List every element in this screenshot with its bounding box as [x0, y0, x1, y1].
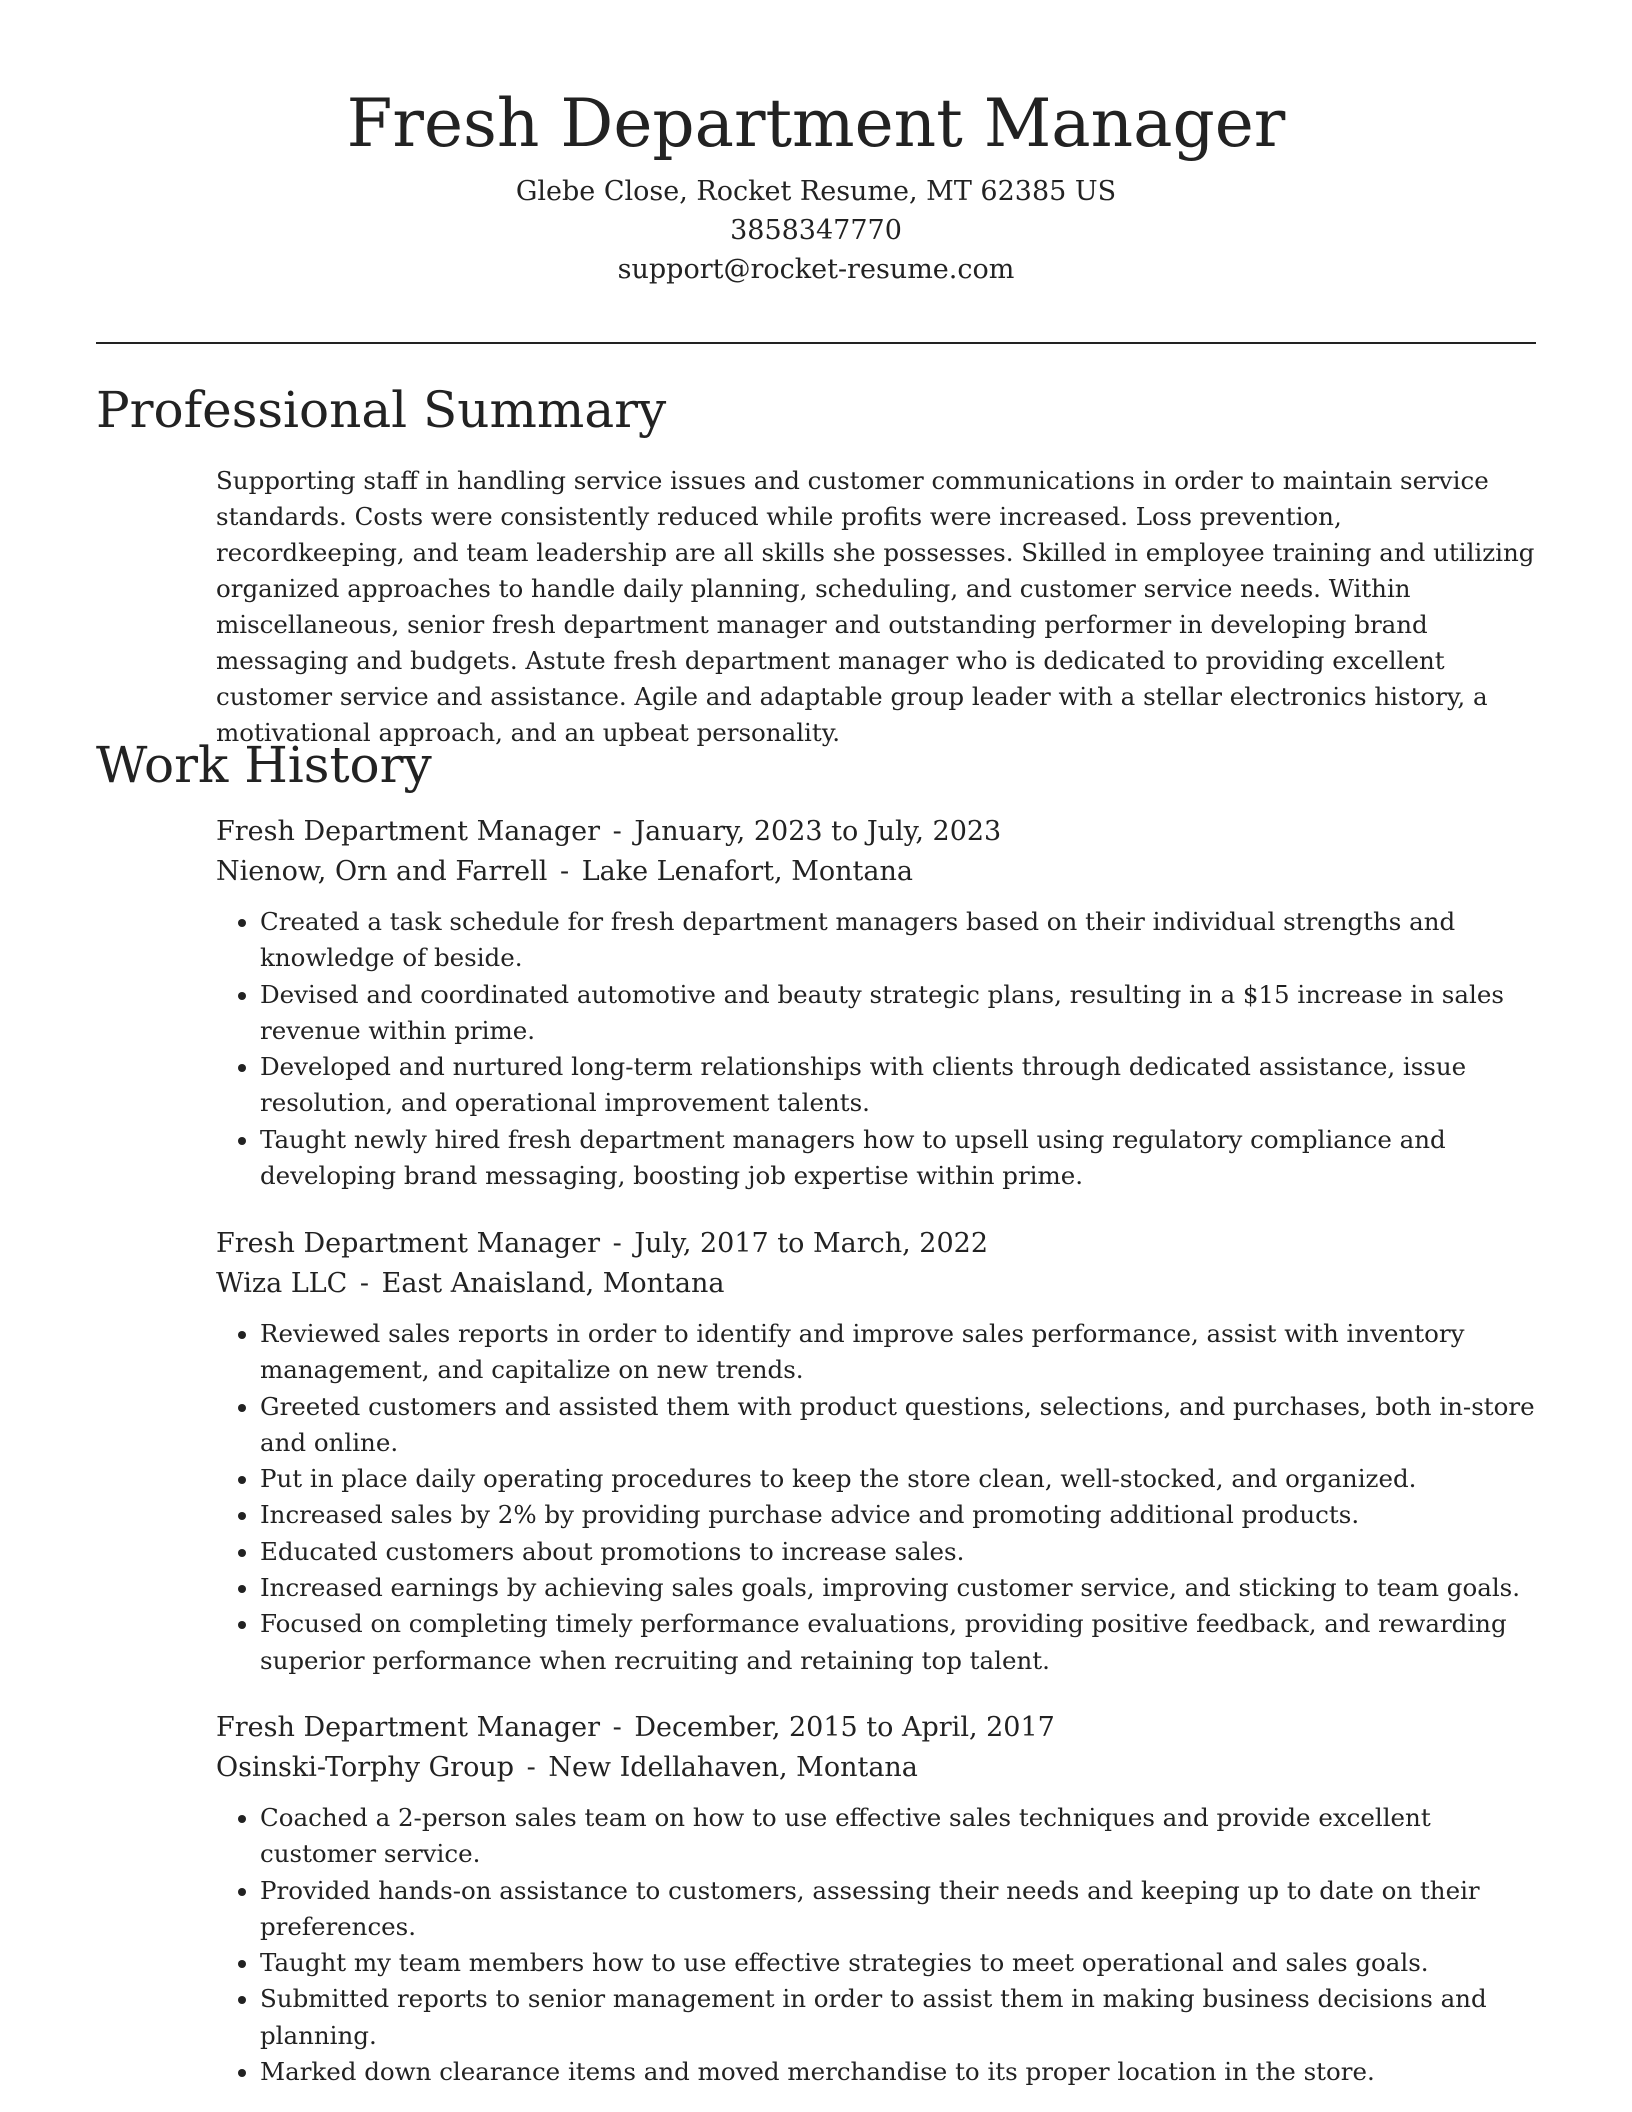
job-bullets	[216, 1800, 1538, 2090]
job-bullets	[216, 904, 1538, 1194]
contact-block	[0, 172, 1632, 289]
job-dates: January, 2023 to July, 2023	[634, 816, 1002, 847]
job-bullet: • Coached a 2-person sales team on how to use effective sales techniques and provide excellent customer service.	[260, 1800, 1538, 1873]
job-entry	[216, 1224, 1538, 1679]
job-role: Fresh Department Manager	[216, 1712, 601, 1743]
job-bullet: • Taught newly hired fresh department managers how to upsell using regulatory compliance and developing brand messaging, boosting job expertise within prime.	[260, 1122, 1538, 1195]
candidate-name: Fresh Department Manager	[346, 85, 1286, 162]
job-bullet: • Developed and nurtured long-term relationships with clients through dedicated assistance, issue resolution, and operational improvement talents.	[260, 1049, 1538, 1122]
job-company-line: Osinski-Torphy Group - New Idellahaven, Montana	[216, 1752, 918, 1783]
job-bullet: • Taught my team members how to use effective strategies to meet operational and sales goals.	[260, 1945, 1538, 1981]
job-dates: July, 2017 to March, 2022	[634, 1228, 989, 1259]
job-bullet: • Increased earnings by achieving sales goals, improving customer service, and sticking to team goals.	[260, 1570, 1538, 1606]
job-company: Osinski-Torphy Group	[216, 1752, 515, 1783]
contact-email: support@rocket-resume.com	[617, 254, 1015, 285]
job-bullet: • Created a task schedule for fresh department managers based on their individual strengths and knowledge of beside.	[260, 904, 1538, 977]
job-company: Nienow, Orn and Farrell	[216, 856, 548, 887]
job-title-line: Fresh Department Manager - December, 2015 to April, 2017	[216, 1712, 1055, 1743]
job-location: Lake Lenafort, Montana	[581, 856, 913, 887]
job-company: Wiza LLC	[216, 1268, 348, 1299]
job-bullet: • Increased sales by 2% by providing purchase advice and promoting additional products.	[260, 1497, 1538, 1533]
contact-phone: 3858347770	[730, 215, 902, 246]
job-company-line: Wiza LLC - East Anaisland, Montana	[216, 1268, 725, 1299]
job-bullets	[216, 1316, 1538, 1679]
job-bullet: • Marked down clearance items and moved merchandise to its proper location in the store.	[260, 2054, 1538, 2090]
job-location: East Anaisland, Montana	[381, 1268, 725, 1299]
job-company-line: Nienow, Orn and Farrell - Lake Lenafort, Montana	[216, 856, 913, 887]
job-role: Fresh Department Manager	[216, 816, 601, 847]
job-bullet: • Submitted reports to senior management in order to assist them in making business decisions and planning.	[260, 1981, 1538, 2054]
job-bullet: • Reviewed sales reports in order to identify and improve sales performance, assist with inventory management, and capitalize on new trends.	[260, 1316, 1538, 1389]
contact-address: Glebe Close, Rocket Resume, MT 62385 US	[515, 176, 1117, 207]
job-entry	[216, 812, 1538, 1194]
header-divider	[96, 342, 1536, 344]
job-dates: December, 2015 to April, 2017	[634, 1712, 1055, 1743]
summary-text: Supporting staff in handling service issues and customer communications in order to maintain service standards. Costs were consistently reduced while profits were increased. Loss prevention, recordkeeping, and team leadership are all skills she possesses. Skilled in employee training and utilizing organized approaches to handle daily planning, scheduling, and customer service needs. Within miscellaneous, senior fresh department manager and outstanding performer in developing brand messaging and budgets. Astute fresh department manager who is dedicated to providing excellent customer service and assistance. Agile and adaptable group leader with a stellar electronics history, a motivational approach, and an upbeat personality.	[216, 466, 1535, 747]
job-bullet: • Put in place daily operating procedures to keep the store clean, well-stocked, and organized.	[260, 1461, 1538, 1497]
job-bullet: • Devised and coordinated automotive and beauty strategic plans, resulting in a $15 increase in sales revenue within prime.	[260, 977, 1538, 1050]
job-bullet: • Educated customers about promotions to increase sales.	[260, 1534, 1538, 1570]
job-bullet: • Greeted customers and assisted them with product questions, selections, and purchases, both in-store and online.	[260, 1389, 1538, 1462]
resume-header	[0, 0, 1632, 289]
section-title-summary: Professional Summary	[96, 381, 667, 439]
job-location: New Idellahaven, Montana	[548, 1752, 918, 1783]
job-bullet: • Focused on completing timely performance evaluations, providing positive feedback, and rewarding superior performance when recruiting and retaining top talent.	[260, 1606, 1538, 1679]
job-bullet: • Provided hands-on assistance to customers, assessing their needs and keeping up to date on their preferences.	[260, 1873, 1538, 1946]
job-title-line: Fresh Department Manager - July, 2017 to March, 2022	[216, 1228, 989, 1259]
job-title-line: Fresh Department Manager - January, 2023 to July, 2023	[216, 816, 1002, 847]
section-title-work-history: Work History	[96, 736, 432, 794]
job-entry	[216, 1708, 1538, 2090]
job-role: Fresh Department Manager	[216, 1228, 601, 1259]
